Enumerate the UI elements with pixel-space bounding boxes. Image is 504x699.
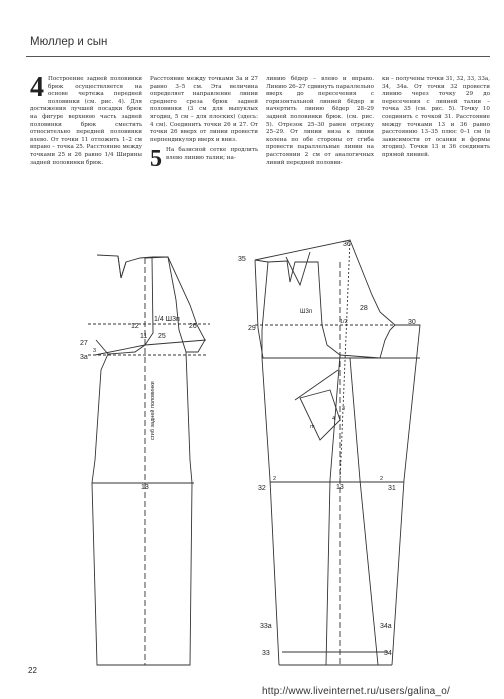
step-number-5: 5 [150, 146, 162, 173]
label-12: 12 [131, 323, 139, 330]
inner-leg-right [350, 358, 378, 665]
figure-4 [88, 255, 210, 665]
line-36-13 [340, 240, 350, 482]
front-side-5 [262, 262, 279, 665]
label-28: 28 [360, 305, 368, 312]
label-2a: 2 [273, 476, 277, 482]
label-25: 25 [158, 333, 166, 340]
label-3cm: 3 [93, 348, 97, 354]
seat-segment [96, 340, 108, 354]
label-34a: 34a [380, 623, 392, 630]
label-3-5: 3 [342, 406, 346, 412]
label-1-2: 1/2 [340, 319, 348, 325]
label-shz-5: Ш3п [300, 309, 313, 315]
label-1-4-shz: 1/4 Ш3п [154, 316, 180, 323]
inner-leg-left [326, 355, 340, 665]
page-number: 22 [28, 666, 37, 675]
label-35: 35 [238, 256, 246, 263]
column-1-text: Построение задней половинки брюк осуществляется на основе чертежа передней половинки (см. рис. 4). Для достижения лучшей посадки брюк на фигуре верхнюю часть задней половинки брюк сместить относительно передней половинки влево. От точки 11 отложить 1–2 см вправо – точка 25. Расстояние между точками 25 и 26 равно 1/4 Ширины задней половинки брюк. [30, 76, 142, 166]
label-26: 26 [189, 323, 197, 330]
step-number-4: 4 [30, 72, 44, 103]
column-3-text: линию бёдер – влево и вправо. Линию 26–27 сдвинуть параллельно вверх до пересечения с горизонтальной линией бёдер и начертить линию бёдер 28–29 задней половинки брюк. (см. рис. 5). Отрезок 25–30 равен отрезку 25–29. От линии низа к линии колена по обе стороны от сгиба провести параллельные линии на расстоянии 2 см от аналогичных линий передней половин- [266, 76, 374, 166]
label-31: 31 [388, 485, 396, 492]
back-crotch-line [95, 340, 206, 355]
label-27: 27 [80, 340, 88, 347]
label-33: 33 [262, 650, 270, 657]
label-33a: 33a [260, 623, 272, 630]
label-m-5: m [310, 424, 315, 430]
label-13-right: 13 [336, 484, 344, 491]
column-4-text: ки – получены точки 31, 32, 33, 33а, 34, 34а. От точки 32 провести линию через точку 29 до пересечения с линией талии – точка 35 (см. рис. 5). Точку 10 соединить с точкой 31. Расстояние между точками 13 и 36 равно расстоянию 13–35 плюс 0–1 см (в зависимости от осанки и формы ягодиц). Точки 13 и 36 соединить прямой линией. [382, 76, 490, 158]
front-dart [118, 256, 126, 278]
back-half-outline [145, 257, 205, 352]
label-36: 36 [343, 241, 351, 248]
back-waist-line [255, 260, 268, 262]
label-2b: 2 [380, 476, 384, 482]
label-13-left: 13 [141, 484, 149, 491]
label-11: 11 [140, 333, 148, 340]
column-2-text-b: На базисной сетке продлить влево линию талии; на- [166, 147, 258, 161]
label-29: 29 [248, 325, 256, 332]
label-4-5: 4 [332, 416, 336, 422]
column-2-text-a: Расстояние между точками 3а и 27 равно 3–5 см. Эта величина определяет направление линии среднего среза брюк задней половинки (3 см для выпуклых ягодиц, 5 см – для плоских) (здесь: 4 см). Соединить точки 26 и 27. От точки 26 вверх от линии провести перпендикуляр вверх и вниз. [150, 76, 258, 143]
page-header-title: Мюллер и сын [30, 36, 108, 48]
label-32: 32 [258, 485, 266, 492]
label-fold-left: сгиб задней половинки [150, 381, 156, 440]
source-url[interactable]: http://www.liveinternet.ru/users/galina_o/ [262, 686, 450, 697]
label-34: 34 [384, 650, 392, 657]
back-half-outline-5 [255, 240, 420, 665]
label-3a: 3a [80, 354, 88, 361]
front-half-outline-5 [268, 261, 395, 358]
label-30: 30 [408, 319, 416, 326]
figure-5 [255, 240, 420, 665]
